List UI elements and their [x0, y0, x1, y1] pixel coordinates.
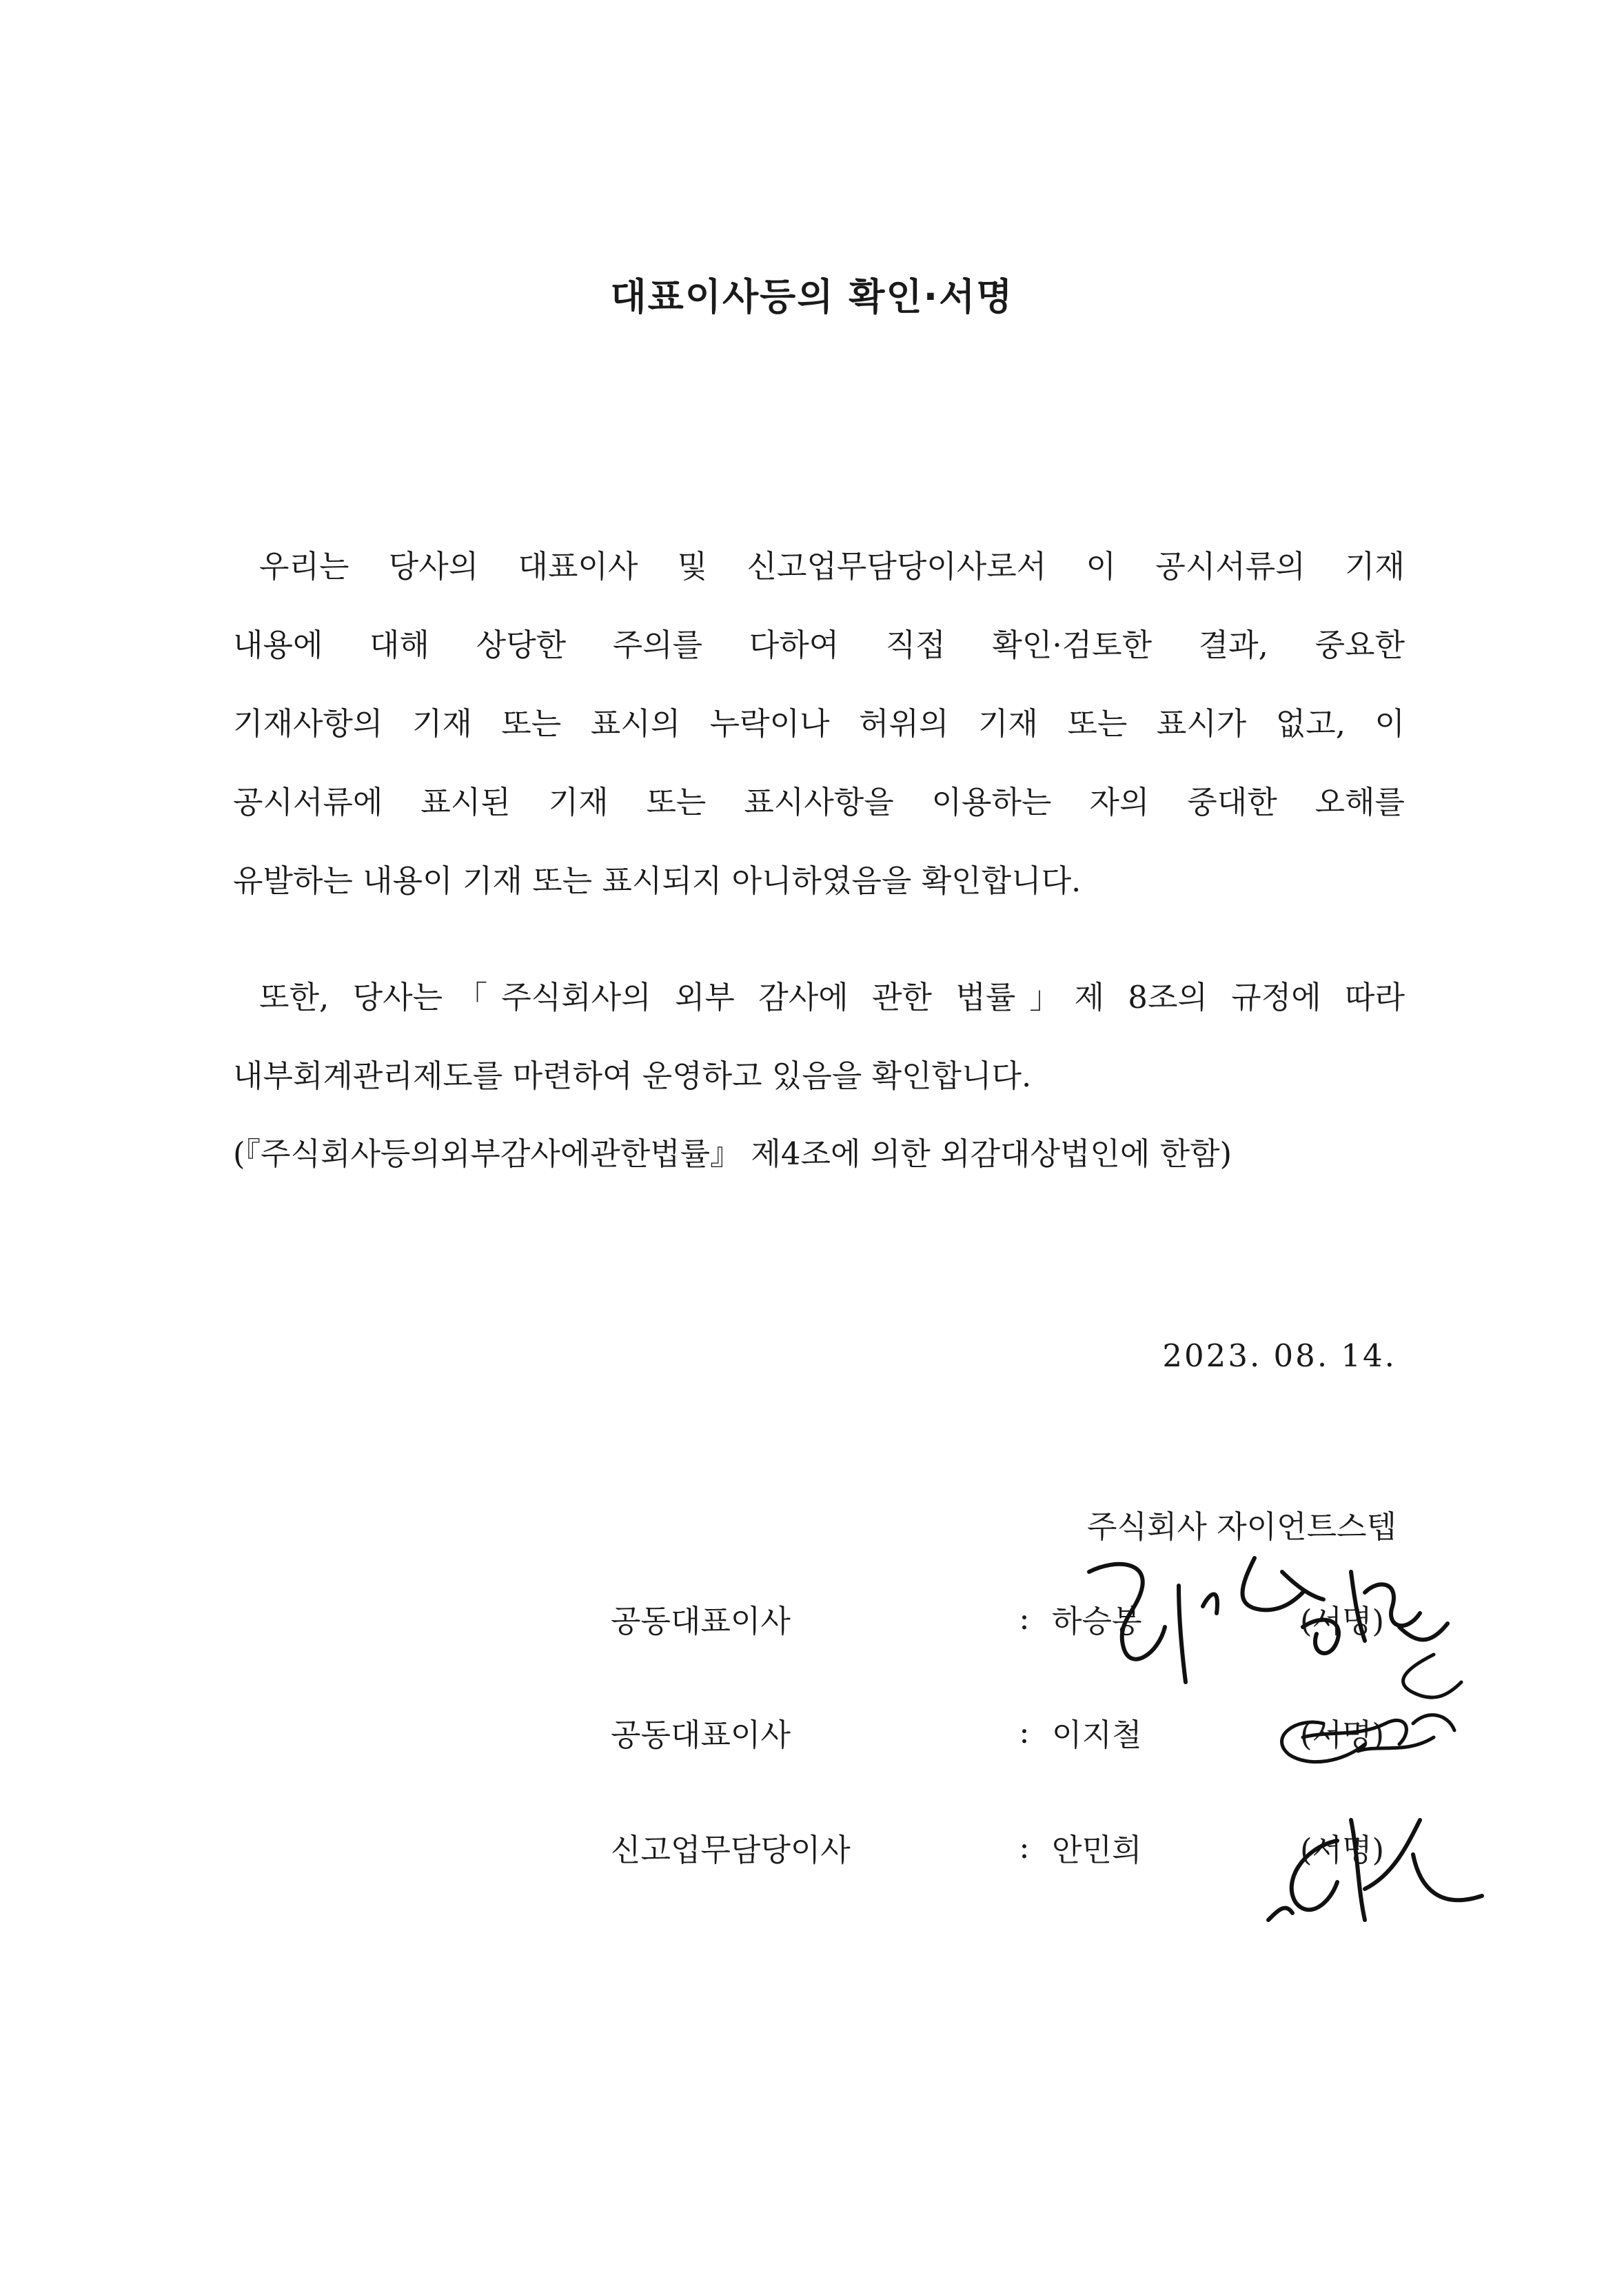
- paragraph-line: 공시서류에 표시된 기재 또는 표시사항을 이용하는 자의 중대한 오해를: [233, 784, 1405, 820]
- applicability-note: (『주식회사등의외부감사에관한법률』 제4조에 의한 외감대상법인에 한함): [233, 1135, 1232, 1172]
- paragraph-line: 기재사항의 기재 또는 표시의 누락이나 허위의 기재 또는 표시가 없고, 이: [233, 705, 1405, 742]
- signatory-row: [611, 1708, 1397, 1756]
- signatory-name: 하승봉: [1052, 1602, 1142, 1639]
- signatory-row: [611, 1823, 1397, 1871]
- internal-control-paragraph: [233, 958, 1405, 1115]
- paragraph-line: 또한, 당사는「주식회사의 외부 감사에 관한 법률」제 8조의 규정에 따라: [259, 979, 1405, 1015]
- document-date: 2023. 08. 14.: [1162, 1337, 1397, 1374]
- paragraph-line: 내부회계관리제도를 마련하여 운영하고 있음을 확인합니다.: [233, 1058, 1032, 1094]
- colon: :: [1019, 1599, 1030, 1637]
- colon: :: [1019, 1828, 1030, 1866]
- signatory-name: 이지철: [1052, 1716, 1142, 1753]
- signatory-role: 공동대표이사: [611, 1602, 791, 1639]
- signatory-row: [611, 1594, 1397, 1642]
- signatory-name: 안민희: [1052, 1831, 1142, 1868]
- document-title: 대표이사등의 확인·서명: [610, 275, 1014, 319]
- paragraph-line: 내용에 대해 상당한 주의를 다하여 직접 확인·검토한 결과, 중요한: [233, 627, 1405, 663]
- paragraph-line: 유발하는 내용이 기재 또는 표시되지 아니하였음을 확인합니다.: [233, 862, 1082, 899]
- sign-label: (서명): [1300, 1716, 1385, 1753]
- paragraph-line: 우리는 당사의 대표이사 및 신고업무담당이사로서 이 공시서류의 기재: [259, 548, 1405, 585]
- company-name: 주식회사 자이언트스텝: [1086, 1508, 1397, 1545]
- sign-label: (서명): [1300, 1602, 1385, 1639]
- sign-label: (서명): [1300, 1831, 1385, 1868]
- confirmation-paragraph: [233, 527, 1405, 920]
- colon: :: [1019, 1713, 1030, 1750]
- signatory-role: 신고업무담당이사: [611, 1831, 851, 1868]
- signatory-role: 공동대표이사: [611, 1716, 791, 1753]
